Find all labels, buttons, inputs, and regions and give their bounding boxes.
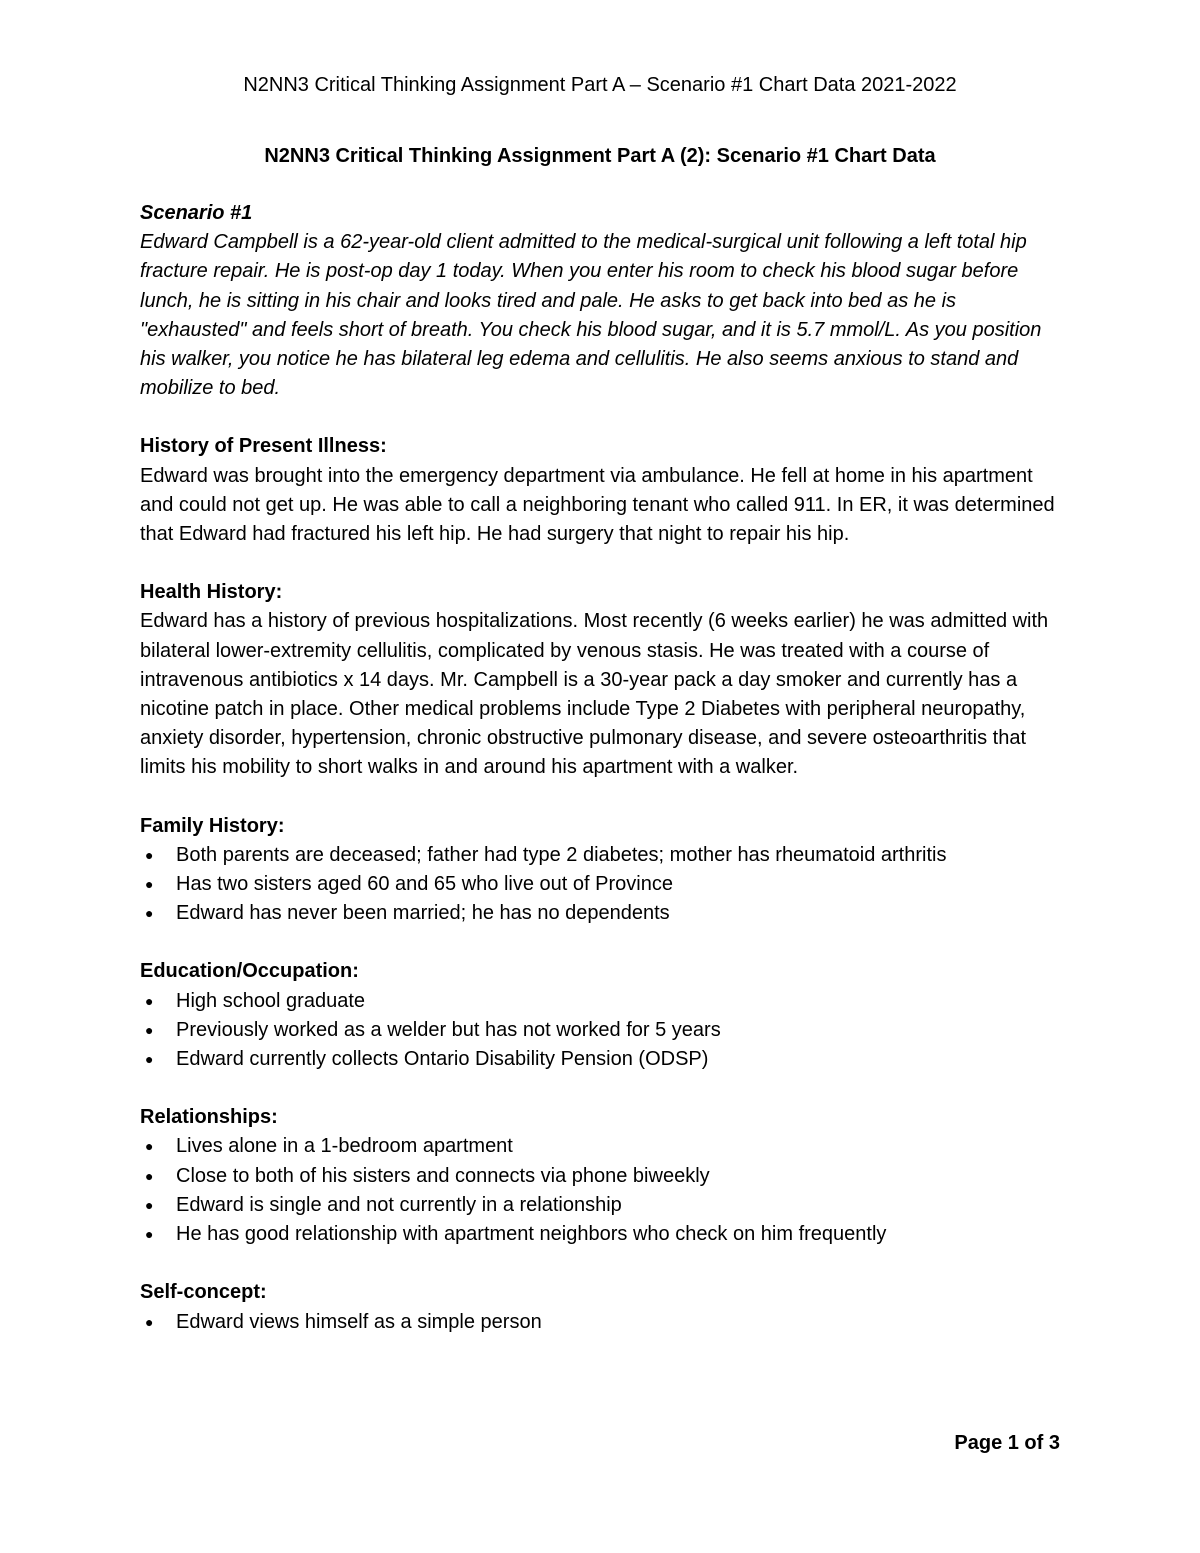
list-item-text: Previously worked as a welder but has not worked for 5 years	[176, 1018, 721, 1041]
list-item-text: Edward currently collects Ontario Disability Pension (ODSP)	[176, 1048, 709, 1071]
bullet-icon: ●	[145, 1196, 154, 1213]
list-item	[140, 1045, 1065, 1074]
bullet-icon: ●	[145, 1021, 154, 1038]
health-history-section	[140, 578, 1065, 782]
bullet-icon: ●	[145, 1167, 154, 1184]
family-history-section	[140, 812, 1065, 929]
list-item-text: He has good relationship with apartment neighbors who check on him frequently	[176, 1223, 887, 1246]
education-section	[140, 957, 1065, 1074]
list-item-text: Edward is single and not currently in a relationship	[176, 1193, 622, 1216]
list-item-text: Close to both of his sisters and connects via phone biweekly	[176, 1164, 710, 1187]
self-concept-list	[140, 1308, 1065, 1337]
bullet-icon: ●	[145, 1313, 154, 1330]
list-item-text: High school graduate	[176, 989, 366, 1012]
list-item	[140, 1132, 1065, 1161]
list-item-text: Both parents are deceased; father had type 2 diabetes; mother has rheumatoid arthritis	[176, 843, 947, 866]
list-item-text: Lives alone in a 1-bedroom apartment	[176, 1135, 513, 1158]
list-item	[140, 987, 1065, 1016]
bullet-icon: ●	[145, 992, 154, 1009]
relationships-list	[140, 1132, 1065, 1249]
document-body	[140, 199, 1065, 1337]
bullet-icon: ●	[145, 1226, 154, 1243]
list-item-text: Has two sisters aged 60 and 65 who live out of Province	[176, 873, 673, 896]
list-item	[140, 1016, 1065, 1045]
bullet-icon: ●	[145, 846, 154, 863]
hpi-text: Edward was brought into the emergency department via ambulance. He fell at home in his apartment and could not get up. He was able to call a neighboring tenant who called 911. In ER, it was determined that Edward had fractured his left hip. He had surgery that night to repair his hip.	[140, 464, 1055, 546]
document-title: N2NN3 Critical Thinking Assignment Part A (2): Scenario #1 Chart Data	[264, 145, 936, 167]
page-header: N2NN3 Critical Thinking Assignment Part A – Scenario #1 Chart Data 2021-2022	[243, 74, 957, 96]
list-item	[140, 1308, 1065, 1337]
self-concept-section	[140, 1278, 1065, 1336]
page-number: Page 1 of 3	[954, 1432, 1060, 1454]
scenario-heading: Scenario #1	[140, 202, 253, 224]
family-history-heading: Family History:	[140, 814, 285, 837]
education-heading: Education/Occupation:	[140, 960, 359, 983]
list-item-text: Edward views himself as a simple person	[176, 1310, 542, 1333]
self-concept-heading: Self-concept:	[140, 1281, 267, 1304]
list-item	[140, 1220, 1065, 1249]
education-list	[140, 987, 1065, 1075]
family-history-list	[140, 841, 1065, 929]
list-item	[140, 1191, 1065, 1220]
hpi-section	[140, 432, 1065, 549]
list-item	[140, 870, 1065, 899]
health-history-text: Edward has a history of previous hospitalizations. Most recently (6 weeks earlier) he was admitted with bilateral lower-extremity cellulitis, complicated by venous stasis. He was treated with a course of intravenous antibiotics x 14 days. Mr. Campbell is a 30-year pack a day smoker and currently has a nicotine patch in place. Other medical problems include Type 2 Diabetes with peripheral neuropathy, anxiety disorder, hypertension, chronic obstructive pulmonary disease, and severe osteoarthritis that limits his mobility to short walks in and around his apartment with a walker.	[140, 610, 1049, 779]
bullet-icon: ●	[145, 1138, 154, 1155]
list-item	[140, 1162, 1065, 1191]
bullet-icon: ●	[145, 876, 154, 893]
hpi-heading: History of Present Illness:	[140, 435, 387, 458]
relationships-section	[140, 1103, 1065, 1249]
relationships-heading: Relationships:	[140, 1106, 278, 1129]
scenario-text: Edward Campbell is a 62-year-old client admitted to the medical-surgical unit following a left total hip fracture repair. He is post-op day 1 today. When you enter his room to check his blood sugar before lunch, he is sitting in his chair and looks tired and pale. He asks to get back into bed as he is "exhausted" and feels short of breath. You check his blood sugar, and it is 5.7 mmol/L. As you position his walker, you notice he has bilateral leg edema and cellulitis. He also seems anxious to stand and mobilize to bed.	[140, 231, 1042, 400]
bullet-icon: ●	[145, 1051, 154, 1068]
bullet-icon: ●	[145, 905, 154, 922]
list-item	[140, 841, 1065, 870]
list-item-text: Edward has never been married; he has no dependents	[176, 902, 670, 925]
scenario-section	[140, 199, 1065, 403]
health-history-heading: Health History:	[140, 581, 283, 604]
list-item	[140, 899, 1065, 928]
